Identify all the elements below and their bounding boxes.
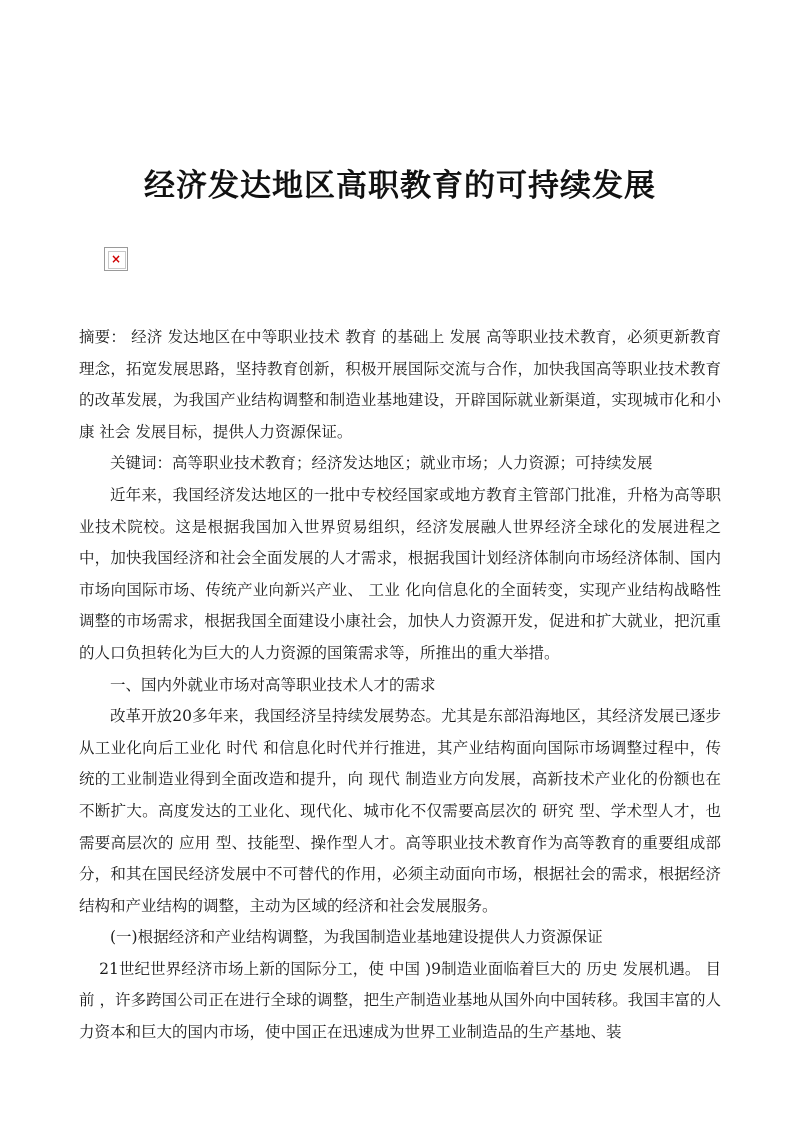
subsection-heading: (一)根据经济和产业结构调整，为我国制造业基地建设提供人力资源保证 — [110, 928, 603, 947]
broken-image-x-icon: × — [110, 252, 122, 266]
document-title: 经济发达地区高职教育的可持续发展 — [144, 168, 656, 204]
intro-paragraph: 近年来，我国经济发达地区的一批中专校经国家或地方教育主管部门批准，升格为高等职业技术院校。这是根据我国加入世界贸易组织，经济发展融人世界经济全球化的发展进程之中，加快我国经济和社会全面发展的人才需求，根据我国计划经济体制向市场经济体制、国内市场向国际市场、传统产业向新兴产业、 工业 化向信息化的全面转变，实现产业结构战略性调整的市场需求，根据我国全面建设小康社会，加快人力资源开发，促进和扩大就业，把沉重的人口负担转化为巨大的人力资源的国策需求等，所推出的重大举措。 — [79, 485, 721, 662]
subsection-paragraph: 21世纪世界经济市场上新的国际分工，使 中国 )9制造业面临着巨大的 历史 发展机遇。 目前 ，许多跨国公司正在进行全球的调整，把生产制造业基地从国外向中国转移。我国丰富的人力资本和巨大的国内市场，使中国正在迅速成为世界工业制造品的生产基地、装 — [79, 959, 721, 1042]
section-heading: 一、国内外就业市场对高等职业技术人才的需求 — [110, 675, 436, 694]
abstract-paragraph: 摘要： 经济 发达地区在中等职业技术 教育 的基础上 发展 高等职业技术教育，必须更新教育理念，拓宽发展思路，坚持教育创新，积极开展国际交流与合作，加快我国高等职业技术教育的改革发展，为我国产业结构调整和制造业基地建设，开辟国际就业新渠道，实现城市化和小康 社会 发展目标，提供人力资源保证。 — [79, 328, 721, 441]
broken-image-icon — [104, 247, 128, 271]
keywords-paragraph: 关键词：高等职业技术教育；经济发达地区；就业市场；人力资源；可持续发展 — [110, 454, 653, 473]
document-body — [79, 322, 721, 1049]
section-paragraph: 改革开放20多年来，我国经济呈持续发展势态。尤其是东部沿海地区，其经济发展已逐步从工业化向后工业化 时代 和信息化时代并行推进，其产业结构面向国际市场调整过程中，传统的工业制造业得到全面改造和提升，向 现代 制造业方向发展，高新技术产业化的份额也在不断扩大。高度发达的工业化、现代化、城市化不仅需要高层次的 研究 型、学术型人才，也需要高层次的 应用 型、技能型、操作型人才。高等职业技术教育作为高等教育的重要组成部分，和其在国民经济发展中不可替代的作用，必须主动面向市场，根据社会的需求，根据经济结构和产业结构的调整，主动为区域的经济和社会发展服务。 — [79, 707, 721, 915]
